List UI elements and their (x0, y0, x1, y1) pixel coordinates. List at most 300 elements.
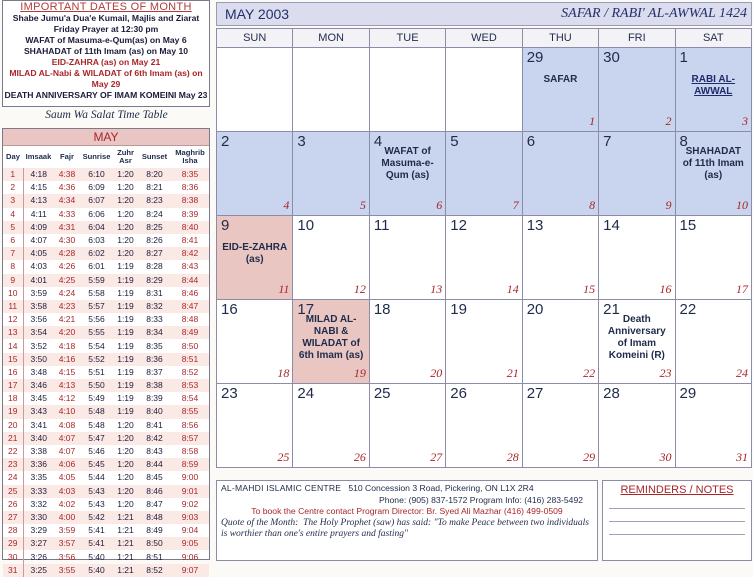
timetable-cell: 15 (3, 353, 23, 366)
calendar-event: RABI AL-AWWAL (691, 74, 736, 97)
timetable-cell: 8:42 (171, 247, 209, 260)
timetable-row (3, 379, 209, 392)
timetable-cell: 3:59 (30, 287, 48, 298)
timetable-row (3, 181, 209, 194)
timetable-cell: 6:09 (88, 182, 105, 193)
timetable-cell: 4:31 (54, 221, 80, 234)
timetable-cell: 4:30 (58, 235, 76, 246)
calendar-day[interactable] (599, 132, 675, 216)
day-number: 15 (679, 217, 697, 234)
timetable-row (3, 445, 209, 458)
hijri-day-number: 19 (353, 366, 366, 380)
day-number: 25 (373, 385, 391, 402)
timetable-cell: 8:39 (146, 393, 163, 404)
timetable-cell: 4:08 (58, 419, 76, 430)
timetable-row (3, 168, 209, 181)
calendar-day[interactable] (293, 300, 369, 384)
timetable-cell: 4:28 (54, 247, 80, 260)
timetable-cell: 9:05 (171, 537, 209, 550)
calendar-event: SAFAR (543, 74, 578, 85)
timetable-cell: 5:52 (80, 353, 113, 366)
day-number: 3 (297, 133, 306, 150)
weekday-header: TUE (369, 29, 445, 48)
timetable-cell: 30 (3, 550, 23, 563)
timetable-cell: 6:03 (88, 235, 105, 246)
timetable-cell: 1:20 (117, 235, 134, 246)
timetable-row (3, 405, 209, 418)
timetable-row (3, 339, 209, 352)
timetable-cell: 8:44 (138, 458, 171, 471)
timetable-cell: 4:09 (23, 221, 54, 234)
timetable-cell: 1:19 (117, 261, 134, 272)
timetable-cell: 4:11 (30, 208, 47, 219)
timetable-row (3, 260, 209, 273)
timetable-cell: 5:42 (80, 511, 113, 524)
day-number: 7 (603, 133, 612, 150)
timetable-cell: 1:21 (117, 525, 134, 536)
timetable-cell: 3:38 (30, 446, 48, 457)
hijri-day-number: 14 (506, 282, 519, 296)
timetable-cell: 2 (3, 181, 23, 194)
hijri-day-number: 10 (736, 198, 748, 212)
calendar-day[interactable] (369, 216, 445, 300)
timetable-cell: 4:18 (23, 168, 54, 181)
timetable-cell: 3:26 (30, 551, 48, 562)
timetable-row (3, 274, 209, 287)
calendar-day[interactable] (217, 48, 293, 132)
timetable-row (3, 564, 209, 577)
timetable-cell: 1:21 (113, 537, 138, 550)
timetable-cell: 8:51 (146, 551, 163, 562)
calendar-day[interactable] (675, 300, 751, 384)
timetable-row (3, 458, 209, 471)
timetable-cell: 4:03 (54, 485, 80, 498)
calendar-event: MILAD AL-NABI & WILADAT of 6th Imam (as) (298, 314, 364, 361)
timetable-cell: 4:12 (58, 393, 76, 404)
timetable-row (3, 300, 209, 313)
hijri-day-number: 24 (736, 366, 748, 380)
calendar-day[interactable] (369, 132, 445, 216)
timetable-cell: 6:06 (88, 208, 105, 219)
timetable-cell: 4:02 (58, 498, 76, 509)
timetable-cell: 3:41 (30, 419, 48, 430)
important-dates-box (2, 0, 210, 107)
timetable-cell: 4:15 (58, 366, 76, 377)
timetable-cell: 5:43 (88, 498, 105, 509)
timetable-cell: 1:19 (117, 340, 134, 351)
timetable-row (3, 432, 209, 445)
calendar-day[interactable] (675, 384, 751, 468)
timetable-cell: 9:03 (171, 511, 209, 524)
timetable-cell: 3:25 (23, 564, 54, 577)
calendar-day[interactable] (369, 300, 445, 384)
important-line: DEATH ANNIVERSARY OF IMAM KOMEINI May 23 (4, 90, 208, 100)
timetable-cell: 1:19 (117, 314, 134, 325)
timetable-cell: 6:02 (80, 247, 113, 260)
day-number: 4 (373, 133, 383, 150)
timetable-cell: 1:19 (113, 379, 138, 392)
calendar-panel (216, 0, 752, 561)
timetable-cell: 6:01 (88, 261, 105, 272)
timetable-header: Sunrise (82, 151, 111, 161)
timetable-cell: 1:19 (113, 300, 138, 313)
important-line: SHAHADAT of 11th Imam (as) on May 10 (23, 46, 189, 56)
timetable-row (3, 313, 209, 326)
timetable-cell: 4:07 (30, 235, 48, 246)
timetable-row (3, 366, 209, 379)
hijri-day-number: 1 (589, 114, 596, 128)
timetable-cell: 8:29 (138, 274, 171, 287)
timetable-cell: 4 (3, 208, 23, 221)
org-name: AL-MAHDI ISLAMIC CENTRE (221, 483, 342, 493)
timetable-row (3, 537, 209, 550)
timetable-cell: 5:51 (88, 366, 105, 377)
timetable-cell: 8:26 (146, 235, 163, 246)
timetable-cell: 8:59 (171, 458, 209, 471)
timetable-cell: 8:25 (138, 221, 171, 234)
reminders-title: REMINDERS / NOTES (620, 484, 734, 496)
timetable-cell: 1:20 (113, 485, 138, 498)
calendar-day[interactable] (446, 300, 522, 384)
calendar-header (216, 2, 752, 26)
hijri-day-number: 26 (353, 450, 366, 464)
timetable-cell: 4:13 (54, 379, 80, 392)
day-number: 13 (526, 217, 544, 234)
timetable-cell: 19 (3, 405, 23, 418)
timetable-cell: 4:26 (58, 261, 76, 272)
timetable-cell: 1:20 (113, 432, 138, 445)
calendar-day[interactable] (369, 48, 445, 132)
timetable-row (3, 498, 209, 511)
calendar-day[interactable] (446, 48, 522, 132)
day-number: 22 (679, 301, 697, 318)
hijri-day-number: 28 (506, 450, 519, 464)
timetable-header: Zuhr Asr (117, 147, 134, 165)
timetable-cell: 8:45 (146, 472, 163, 483)
important-line: Friday Prayer at 12:30 pm (53, 24, 159, 34)
quote-label: Quote of the Month: (221, 517, 299, 528)
important-line: Shabe Jumu'a Dua'e Kumail, Majlis and Ziarat (12, 13, 200, 23)
important-line: EID-ZAHRA (as) on May 21 (51, 57, 161, 67)
timetable-cell: 5 (3, 221, 23, 234)
hijri-day-number: 9 (665, 198, 672, 212)
day-number: 12 (450, 217, 467, 234)
timetable-cell: 1:20 (113, 194, 138, 207)
timetable-cell: 5:56 (88, 314, 105, 325)
timetable-cell: 1:19 (113, 353, 138, 366)
hijri-day-number: 8 (589, 198, 596, 212)
day-number: 26 (450, 385, 467, 402)
calendar-day[interactable] (293, 216, 369, 300)
calendar-day[interactable] (293, 384, 369, 468)
calendar-day[interactable] (293, 48, 369, 132)
day-number: 19 (450, 301, 467, 318)
timetable-cell: 8:56 (181, 419, 199, 430)
hijri-day-number: 31 (736, 450, 748, 464)
day-number: 24 (297, 385, 315, 402)
timetable-cell: 1:19 (117, 287, 134, 298)
timetable-cell: 8:52 (138, 564, 171, 577)
timetable-cell: 8:47 (146, 498, 163, 509)
timetable-cell: 1:19 (113, 274, 138, 287)
timetable-cell: 4:07 (54, 432, 80, 445)
hijri-title: SAFAR / RABI' AL-AWWAL 1424 (561, 6, 747, 21)
day-number: 8 (679, 133, 688, 150)
timetable-cell: 5:48 (88, 419, 105, 430)
timetable-cell: 9:07 (171, 564, 209, 577)
timetable-cell: 1:20 (117, 182, 134, 193)
calendar-day[interactable] (599, 216, 675, 300)
timetable-cell: 8:44 (171, 274, 209, 287)
timetable-cell: 8:33 (146, 314, 163, 325)
calendar-day[interactable] (522, 216, 598, 300)
timetable-cell: 22 (3, 445, 23, 458)
timetable-row (3, 524, 209, 537)
weekday-header: SUN (217, 29, 293, 48)
timetable-cell: 1:19 (113, 405, 138, 418)
timetable-cell: 1:20 (117, 498, 134, 509)
hijri-day-number: 11 (278, 282, 290, 296)
important-dates-title: IMPORTANT DATES OF MONTH (20, 1, 192, 13)
timetable-cell: 8:40 (138, 405, 171, 418)
timetable-cell: 4:10 (54, 405, 80, 418)
note-line (609, 534, 745, 535)
timetable-cell: 8:54 (181, 393, 199, 404)
timetable-cell: 6:07 (80, 194, 113, 207)
timetable-cell: 6 (3, 234, 23, 247)
timetable-cell: 8:58 (181, 446, 199, 457)
timetable-row (3, 287, 209, 300)
hijri-day-number: 20 (430, 366, 443, 380)
timetable-cell: 4:33 (58, 208, 76, 219)
timetable-cell: 5:40 (80, 564, 113, 577)
timetable-row (3, 221, 209, 234)
timetable-cell: 1:20 (117, 208, 134, 219)
timetable-cell: 10 (3, 287, 23, 300)
calendar-event: SHAHADAT of 11th Imam (as) (682, 146, 744, 181)
calendar-day[interactable] (446, 132, 522, 216)
calendar-day[interactable] (522, 384, 598, 468)
timetable-cell: 3:45 (30, 393, 48, 404)
timetable-row (3, 208, 209, 221)
timetable-cell: 8:49 (146, 525, 163, 536)
hijri-day-number: 29 (583, 450, 596, 464)
hijri-day-number: 30 (659, 450, 672, 464)
timetable-cell: 4:03 (30, 261, 48, 272)
timetable-cell: 8:46 (181, 287, 199, 298)
timetable-header: Day (6, 151, 20, 161)
hijri-day-number: 3 (742, 114, 748, 128)
calendar-day[interactable] (293, 132, 369, 216)
hijri-day-number: 22 (583, 366, 596, 380)
hijri-day-number: 21 (506, 366, 519, 380)
timetable-cell: 3:46 (23, 379, 54, 392)
day-number: 17 (297, 301, 315, 318)
timetable-row (3, 485, 209, 498)
timetable-cell: 8 (3, 260, 23, 273)
timetable-cell: 8:47 (171, 300, 209, 313)
timetable-cell: 8:38 (138, 379, 171, 392)
calendar-week (217, 48, 752, 132)
calendar-day[interactable] (599, 300, 675, 384)
calendar-day[interactable] (675, 216, 751, 300)
calendar-event: Death Anniversary of Imam Komeini (R) (607, 314, 666, 361)
timetable-row (3, 234, 209, 247)
hijri-day-number: 12 (353, 282, 366, 296)
day-number: 23 (221, 385, 238, 402)
timetable-cell: 8:41 (146, 419, 163, 430)
important-line: WAFAT of Masuma-e-Qum(as) on May 6 (25, 35, 187, 45)
timetable-cell: 3:55 (54, 564, 80, 577)
calendar-week (217, 384, 752, 468)
timetable-cell: 5:44 (88, 472, 105, 483)
timetable-cell: 1:20 (113, 221, 138, 234)
note-line (609, 508, 745, 509)
timetable-cell: 28 (3, 524, 23, 537)
timetable-cell: 4:24 (58, 287, 76, 298)
timetable-cell: 1:20 (117, 446, 134, 457)
timetable-cell: 8:35 (171, 168, 209, 181)
timetable-cell: 5:47 (80, 432, 113, 445)
timetable-cell: 5:55 (80, 326, 113, 339)
calendar-event: WAFAT of Masuma-e-Qum (as) (381, 146, 434, 181)
timetable-row (3, 550, 209, 563)
timetable-cell: 4:25 (54, 274, 80, 287)
timetable-cell: 4:23 (54, 300, 80, 313)
timetable-cell: 3 (3, 194, 23, 207)
calendar-day[interactable] (522, 300, 598, 384)
timetable-cell: 9:06 (181, 551, 199, 562)
timetable-cell: 4:20 (54, 326, 80, 339)
timetable-cell: 8:36 (138, 353, 171, 366)
hijri-day-number: 16 (659, 282, 672, 296)
timetable-cell: 8:31 (146, 287, 163, 298)
important-line: MILAD AL-Nabi & WILADAT of 6th Imam (as) on May 29 (9, 68, 203, 89)
calendar-day[interactable] (369, 384, 445, 468)
day-number: 11 (373, 217, 390, 234)
timetable-row (3, 419, 209, 432)
timetable-cell: 3:57 (54, 537, 80, 550)
timetable-cell: 8:39 (181, 208, 199, 219)
calendar-day[interactable] (522, 132, 598, 216)
day-number: 1 (679, 49, 688, 66)
timetable-cell: 1:20 (117, 419, 134, 430)
timetable-cell: 8:46 (138, 485, 171, 498)
calendar-day[interactable] (217, 216, 293, 300)
timetable-title: Saum Wa Salat Time Table (45, 109, 168, 121)
calendar-day[interactable] (675, 48, 751, 132)
timetable-cell: 1:20 (113, 458, 138, 471)
hijri-day-number: 5 (359, 198, 366, 212)
timetable-cell: 5:41 (88, 525, 105, 536)
calendar-day[interactable] (599, 48, 675, 132)
day-number: 6 (526, 133, 536, 150)
timetable-cell: 9:01 (171, 485, 209, 498)
timetable-cell: 8:43 (146, 446, 163, 457)
timetable-cell: 8:28 (146, 261, 163, 272)
calendar-week (217, 300, 752, 384)
timetable-cell: 8:36 (181, 182, 199, 193)
timetable-cell: 3:43 (23, 405, 54, 418)
timetable-cell: 1 (3, 168, 23, 181)
weekday-header: WED (446, 29, 522, 48)
weekday-header: FRI (599, 29, 675, 48)
timetable-cell: 9:04 (181, 525, 199, 536)
day-number: 2 (221, 133, 230, 150)
timetable-cell: 3:40 (23, 432, 54, 445)
timetable-cell: 26 (3, 498, 23, 511)
timetable-cell: 3:27 (23, 537, 54, 550)
timetable-cell: 4:06 (54, 458, 80, 471)
calendar-week (217, 132, 752, 216)
reminders-box[interactable] (602, 480, 752, 561)
timetable-cell: 5:50 (80, 379, 113, 392)
calendar-day[interactable] (522, 48, 598, 132)
hijri-day-number: 23 (659, 366, 672, 380)
timetable-cell: 3:48 (30, 366, 48, 377)
timetable-cell: 4:13 (23, 194, 54, 207)
org-phone: Phone: (905) 837-1572 Program Info: (416) 283-5492 (379, 494, 583, 505)
day-number: 27 (526, 385, 544, 402)
calendar-day[interactable] (675, 132, 751, 216)
day-number: 14 (603, 217, 620, 234)
calendar-day[interactable] (217, 132, 293, 216)
timetable-row (3, 194, 209, 207)
timetable-cell: 8:50 (138, 537, 171, 550)
timetable-cell: 8:23 (138, 194, 171, 207)
calendar-day[interactable] (217, 384, 293, 468)
weekday-header: MON (293, 29, 369, 48)
calendar-day[interactable] (446, 384, 522, 468)
timetable-cell: 6:10 (80, 168, 113, 181)
timetable-cell: 9 (3, 274, 23, 287)
timetable-cell: 1:19 (113, 326, 138, 339)
calendar-grid (216, 28, 752, 468)
month-title: MAY 2003 (225, 6, 290, 22)
day-number: 21 (603, 301, 620, 318)
booking-contact: To book the Centre contact Program Director: Br. Syed Ali Mazhar (416) 499-0509 (251, 506, 563, 516)
prayer-timetable (2, 128, 210, 575)
day-number: 29 (526, 49, 544, 66)
timetable-cell: 9:02 (181, 498, 199, 509)
calendar-day[interactable] (446, 216, 522, 300)
hijri-day-number: 7 (512, 198, 519, 212)
calendar-day[interactable] (599, 384, 675, 468)
timetable-header: Imsaak (25, 151, 52, 161)
timetable-cell: 1:20 (113, 247, 138, 260)
timetable-cell: 8:24 (146, 208, 163, 219)
timetable-row (3, 392, 209, 405)
timetable-cell: 4:05 (23, 247, 54, 260)
timetable-cell: 5:41 (80, 537, 113, 550)
calendar-day[interactable] (217, 300, 293, 384)
timetable-cell: 4:01 (23, 274, 54, 287)
timetable-cell: 8:42 (138, 432, 171, 445)
org-address: 510 Concession 3 Road, Pickering, ON L1X 2R4 (348, 483, 534, 493)
hijri-day-number: 17 (736, 282, 748, 296)
hijri-day-number: 27 (430, 450, 443, 464)
hijri-day-number: 25 (277, 450, 290, 464)
timetable-row (3, 247, 209, 260)
timetable-cell: 4:36 (58, 182, 76, 193)
timetable-cell: 5:48 (80, 405, 113, 418)
timetable-cell: 21 (3, 432, 23, 445)
timetable-month: MAY (3, 129, 209, 146)
timetable-cell: 8:49 (171, 326, 209, 339)
timetable-cell: 14 (3, 339, 23, 352)
footer-info (216, 480, 598, 561)
timetable-cell: 3:33 (23, 485, 54, 498)
